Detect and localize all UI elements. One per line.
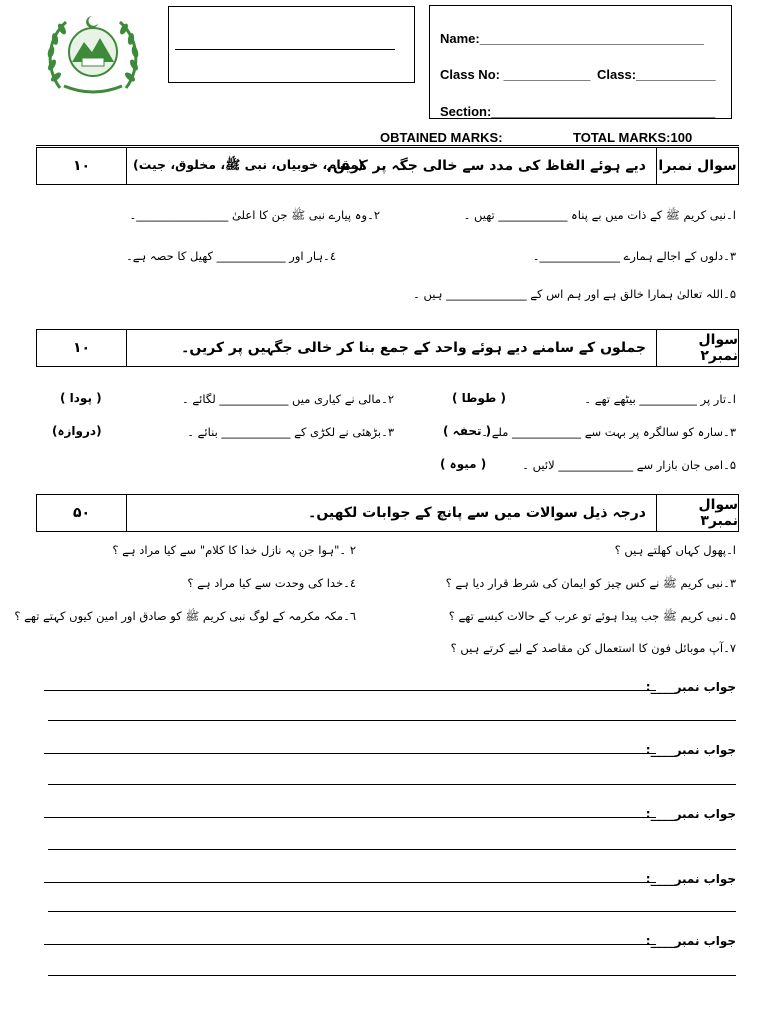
class-no-field[interactable]: Class No: ____________ [440,67,591,82]
obtained-marks: OBTAINED MARKS: [380,130,503,145]
q3-item-6: ٦۔مکہ مکرمہ کے لوگ نبی کریم ﷺ کو صادق اور امین کیوں کہتے تھے ؟ [14,609,356,623]
q2-item-4: ٣۔بڑھئی نے لکڑی کے ____________ بنائے ۔ [187,425,394,439]
answer-label-1: جواب نمبر____: [645,680,736,694]
question-3-marks: ۵٠ [37,495,127,531]
name-field[interactable]: Name:_______________________________ [440,31,704,46]
q1-item-2: ٢۔وہ پیارے نبی ﷺ جن کا اعلیٰ ________________۔ [129,208,380,222]
school-logo [42,10,144,96]
q2-hint-3: ( تحفہ ) [443,424,492,438]
answer-label-4: جواب نمبر____: [645,872,736,886]
q1-item-1: ا۔نبی کریم ﷺ کے ذات میں بے پناہ ____________ تھیں ۔ [463,208,736,222]
q2-hint-1: ( طوطا ) [452,391,506,405]
q3-item-4: ٤۔خدا کی وحدت سے کیا مراد ہے ؟ [187,576,356,590]
school-name-box [168,6,415,83]
q2-item-1: ا۔تار پر __________ بیٹھے تھے ۔ [584,392,736,406]
q1-item-4: ٤۔ہار اور ____________ کھیل کا حصہ ہے۔ [126,249,336,263]
question-1-prompt: دیے ہوئے الفاظ کی مدد سے خالی جگہ پر کریں۔ [324,158,646,174]
class-field[interactable]: Class:___________ [597,67,716,82]
section-field[interactable]: Section:_______________________________ [440,104,716,119]
q3-item-3: ٣۔نبی کریم ﷺ نے کس چیز کو ایمان کی شرط قرار دیا ہے ؟ [445,576,736,590]
question-1-header [36,147,739,185]
q3-item-1: ا۔پھول کہاں کھلتے ہیں ؟ [614,543,736,557]
question-2-header [36,329,739,367]
q2-item-2: ٢۔مالی نے کیاری میں ____________ لگائے ۔ [182,392,394,406]
q2-hint-5: ( میوہ ) [440,457,487,471]
answer-label-2: جواب نمبر____: [645,743,736,757]
answer-line-1b[interactable] [48,720,736,721]
answer-line-2b[interactable] [48,784,736,785]
answer-line-2a[interactable] [44,753,656,754]
answer-line-1a[interactable] [44,690,656,691]
answer-line-5a[interactable] [44,944,656,945]
question-1-marks: ١٠ [37,148,127,184]
q1-item-3: ٣۔دلوں کے اجالے ہمارے ______________۔ [532,249,736,263]
school-name-line [175,49,395,50]
q3-item-2: ٢ ۔"ہوا جن پہ نازل خدا کا کلام" سے کیا مراد ہے ؟ [112,543,356,557]
question-3-label: سوال نمبر٣ [656,495,738,531]
question-3-prompt: درجہ ذیل سوالات میں سے پانچ کے جوابات لکھیں۔ [308,505,646,521]
answer-line-3b[interactable] [48,849,736,850]
question-2-marks: ١٠ [37,330,127,366]
answer-line-3a[interactable] [44,817,656,818]
q2-item-5: ۵۔امی جان بازار سے _____________ لائیں ۔ [522,458,736,472]
q2-item-3: ٣۔سارہ کو سالگرہ پر بہت سے ____________ ملے ۔ [481,425,736,439]
q1-item-5: ۵۔اللہ تعالیٰ ہمارا خالق ہے اور ہم اس کے ______________ ہیں ۔ [413,287,736,301]
answer-line-4a[interactable] [44,882,656,883]
question-3-header [36,494,739,532]
question-2-prompt: جملوں کے سامنے دیے ہوئے واحد کے جمع بنا کر خالی جگہیں پر کریں۔ [181,340,646,356]
q3-item-5: ۵۔نبی کریم ﷺ جب پیدا ہوئے تو عرب کے حالات کیسے تھے ؟ [448,609,736,623]
total-marks: TOTAL MARKS:100 [573,130,693,145]
q2-hint-4: (دروازہ) [52,424,102,438]
q3-item-7: ٧۔آپ موبائل فون کا استعمال کن مقاصد کے لیے کرتے ہیں ؟ [450,641,736,655]
answer-label-5: جواب نمبر____: [645,934,736,948]
question-2-label: سوال نمبر٢ [656,330,738,366]
q2-hint-2: ( پودا ) [60,391,102,405]
answer-line-5b[interactable] [48,975,736,976]
question-1-label: سوال نمبرا [656,148,738,184]
question-1-options: (مقام، خوبیاں، نبی ﷺ، مخلوق، جیت) [133,156,364,172]
answer-label-3: جواب نمبر____: [645,807,736,821]
answer-line-4b[interactable] [48,911,736,912]
student-info-box [429,5,732,119]
header-divider [36,145,739,146]
